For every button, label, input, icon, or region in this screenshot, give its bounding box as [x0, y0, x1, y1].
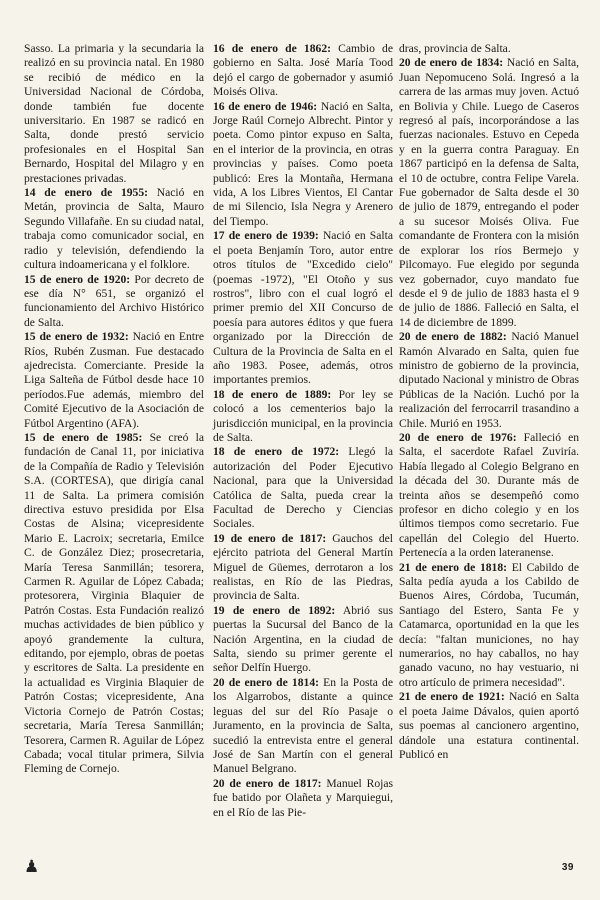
- entry-text: Nació en Entre Ríos, Rubén Zusman. Fue destacado ajedrecista. Comerciante. Preside la Liga Salteña de Fútbol desde hace 10 períodos.Fue además, miembro del Comité Ejecutivo de la Asociación de Fútbol Argentino (AFA).: [24, 330, 204, 430]
- bleed-through-text: [380, 2, 595, 13]
- entry-text: Falleció en Salta, el sacerdote Rafael Zuviría. Había llegado al Colegio Belgrano en la década del 30. Durante más de treinta años se desempeñó como profesor en dicho colegio y en los últimos tiempos como secretario. Fue capellán del Colegio del Huerto. Pertenecía a la orden lateranense.: [399, 430, 580, 560]
- entry-text: Llegó la autorización del Poder Ejecutivo Nacional, para que la Universidad Católica de Salta, pueda crear la Facultad de Derecho y Ciencias Sociales.: [213, 445, 393, 531]
- entry-paragraph: [213, 42, 393, 100]
- entry-date: 21 de enero de 1921:: [399, 690, 505, 704]
- entry-text: Nació en Salta el poeta Benjamín Toro, autor entre otros títulos de "Excedido cielo" (poemas -1972), "El Otoño y sus rostros", libro con el cual logró el primer premio del XII Concurso de poesía para autores éditos y que fuera organizado por la Dirección de Cultura de la Provincia de Salta en el año 1983. Posee, además, otros importantes premios.: [213, 229, 393, 387]
- entry-paragraph: [399, 56, 579, 330]
- entry-date: 19 de enero de 1892:: [213, 603, 336, 617]
- text-column-2: [213, 42, 393, 820]
- entry-text: Manuel Rojas fue batido por Olañeta y Marquiegui, en el Río de las Pie-: [213, 776, 393, 819]
- entry-paragraph: [399, 431, 579, 561]
- page-number: 39: [561, 862, 574, 873]
- text-column-1: [24, 42, 204, 777]
- gaucho-figure-icon: ♟: [24, 857, 40, 876]
- entry-paragraph: [24, 330, 204, 431]
- entry-date: 21 de enero de 1818:: [399, 560, 507, 574]
- entry-text: El Cabildo de Salta pedía ayuda a los Cabildo de Buenos Aires, Córdoba, Tucumán, Santiago del Estero, Santa Fe y Catamarca, oportunidad en la que les decía: "faltan municiones, no hay numerarios, no hay caballos, no hay ganado vacuno, no hay vestuario, ni otro artículo de primera necesidad".: [399, 560, 579, 689]
- entry-date: 20 de enero de 1976:: [399, 430, 517, 444]
- entry-text: Por decreto de ese día N° 651, se organizó el funcionamiento del Archivo Histórico de Salta.: [24, 272, 204, 329]
- entry-text: Gauchos del ejército patriota del General Martín Miguel de Güemes, derrotaron a los realistas, en Río de las Piedras, provincia de Salta.: [213, 531, 393, 603]
- entry-paragraph: [399, 42, 579, 56]
- entry-text: Por ley se colocó a los cementerios bajo la jurisdicción municipal, en la provincia de Salta.: [213, 387, 393, 444]
- entry-date: 20 de enero de 1882:: [399, 330, 507, 344]
- entry-paragraph: [24, 186, 204, 272]
- entry-text: Nació en Salta, Jorge Raúl Cornejo Albrecht. Pintor y poeta. Como pintor expuso en Salta, en el interior de la provincia, en otras provincias y países. Como poeta publicó: Eres la Montaña, Hermana vida, A los Libres Vientos, El Cantar de mi Silencio, Isla Negra y Arenero del Tiempo.: [213, 99, 393, 228]
- entry-text: Nació en Metán, provincia de Salta, Mauro Segundo Villafañe. En su ciudad natal, trabaja como comunicador social, en radio y televisión, defendiendo la cultura indoamericana y el folklore.: [24, 186, 205, 272]
- entry-text: En la Posta de los Algarrobos, distante a quince leguas del sur del Río Pasaje o Juramento, en la provincia de Salta, sucedió la entrevista entre el general José de San Martín con el general Manuel Belgrano.: [213, 675, 393, 776]
- entry-paragraph: [213, 229, 393, 387]
- text-column-3: [399, 42, 579, 762]
- entry-paragraph: [399, 330, 579, 431]
- entry-text: Nació Manuel Ramón Alvarado en Salta, quien fue ministro de gobierno de la provincia, diputado Nacional y ministro de Obras Públicas de la Nación. Luchó por la realización del ferrocarril trasandino a Chile. Murió en 1953.: [399, 330, 580, 430]
- entry-paragraph: [24, 431, 204, 777]
- entry-paragraph: [213, 777, 393, 820]
- entry-paragraph: [399, 690, 579, 762]
- entry-text: Cambio de gobierno en Salta. José María Tood dejó el cargo de gobernador y asumió Moisés Oliva.: [213, 42, 393, 99]
- entry-date: 15 de enero de 1920:: [24, 272, 131, 286]
- entry-text: Nació en Salta el poeta Jaime Dávalos, quien aportó sus poemas al cancionero argentino, dándole una estatura continental. Publicó en: [399, 690, 579, 761]
- entry-date: 19 de enero de 1817:: [213, 531, 327, 545]
- entry-paragraph: [24, 273, 204, 331]
- entry-text: Se creó la fundación de Canal 11, por iniciativa de la Compañía de Radio y Televisión S.A. (CORTESA), que dirigía canal 11 de Salta. La primera comisión directiva estuvo presidida por Elsa Costas de Alsina; vicepresidente Mario E. Lacroix; secretaria, Emilce C. de González Diez; prosecretaria, María Teresa Sanmillán; tesorera, Carmen R. Aguilar de López Cabada; protesorera, Virginia Blaquier de Patrón Costas. Esta Fundación realizó muchas actividades de bien público y apoyó grandemente la cultura, editando, por ejemplo, obras de poetas y escritores de Salta. La presidente en la actualidad es Virginia Blaquier de Patrón Costas; vicepresidente, Ana Victoria Cornejo de Patrón Costas; secretaria, María Teresa Sanmillán; Tesorera, Carmen R. Aguilar de López Cabada; vocal titular primera, Silvia Fleming de Cornejo.: [24, 430, 204, 776]
- entry-paragraph: [213, 532, 393, 604]
- entry-text: Sasso. La primaria y la secundaria la realizó en su provincia natal. En 1980 se recibió de médico en la Universidad Nacional de Córdoba, donde también fue docente universitario. En 1987 se radicó en Salta, donde prestó servicio profesionales en el Hospital San Bernardo, Hospital del Milagro y en prestaciones privadas.: [24, 42, 204, 185]
- entry-text: Nació en Salta, Juan Nepomuceno Solá. Ingresó a la carrera de las armas muy joven. Actuó en Bolivia y Chile. Luego de Caseros regresó al país, incorporándose a las fuerzas nacionales. Estuvo en Cepeda y en la guerra contra Paraguay. En 1867 participó en la defensa de Salta, el 10 de octubre, contra Felipe Varela. Fue gobernador de Salta desde el 30 de julio de 1879, entregando el poder a su sucesor Moisés Oliva. Fue comandante de Frontera con la misión de explorar los ríos Bermejo y Pilcomayo. Fue elegido por segunda vez gobernador, cuyo mandato fue desde el 9 de julio de 1883 hasta el 9 de julio de 1886. Falleció en Salta, el 14 de diciembre de 1899.: [399, 56, 579, 329]
- entry-date: 15 de enero de 1985:: [24, 430, 143, 444]
- entry-paragraph: [213, 604, 393, 676]
- entry-paragraph: [213, 676, 393, 777]
- entry-date: 20 de enero de 1814:: [213, 675, 319, 689]
- entry-date: 20 de enero de 1834:: [399, 56, 504, 70]
- entry-text: dras, provincia de Salta.: [399, 42, 511, 55]
- entry-date: 14 de enero de 1955:: [24, 186, 149, 200]
- entry-date: 16 de enero de 1946:: [213, 99, 318, 113]
- entry-paragraph: [24, 42, 204, 186]
- entry-text: Abrió sus puertas la Sucursal del Banco de la Nación Argentina, en la ciudad de Salta, siendo su primer gerente el señor Delfín Huergo.: [213, 603, 393, 675]
- entry-date: 20 de enero de 1817:: [213, 776, 322, 790]
- entry-paragraph: [399, 561, 579, 691]
- entry-date: 17 de enero de 1939:: [213, 229, 319, 243]
- entry-paragraph: [213, 100, 393, 230]
- entry-date: 18 de enero de 1972:: [213, 445, 340, 459]
- entry-date: 16 de enero de 1862:: [213, 42, 331, 55]
- entry-paragraph: [213, 388, 393, 446]
- entry-paragraph: [213, 445, 393, 531]
- entry-date: 18 de enero de 1889:: [213, 387, 332, 401]
- entry-date: 15 de enero de 1932:: [24, 330, 129, 344]
